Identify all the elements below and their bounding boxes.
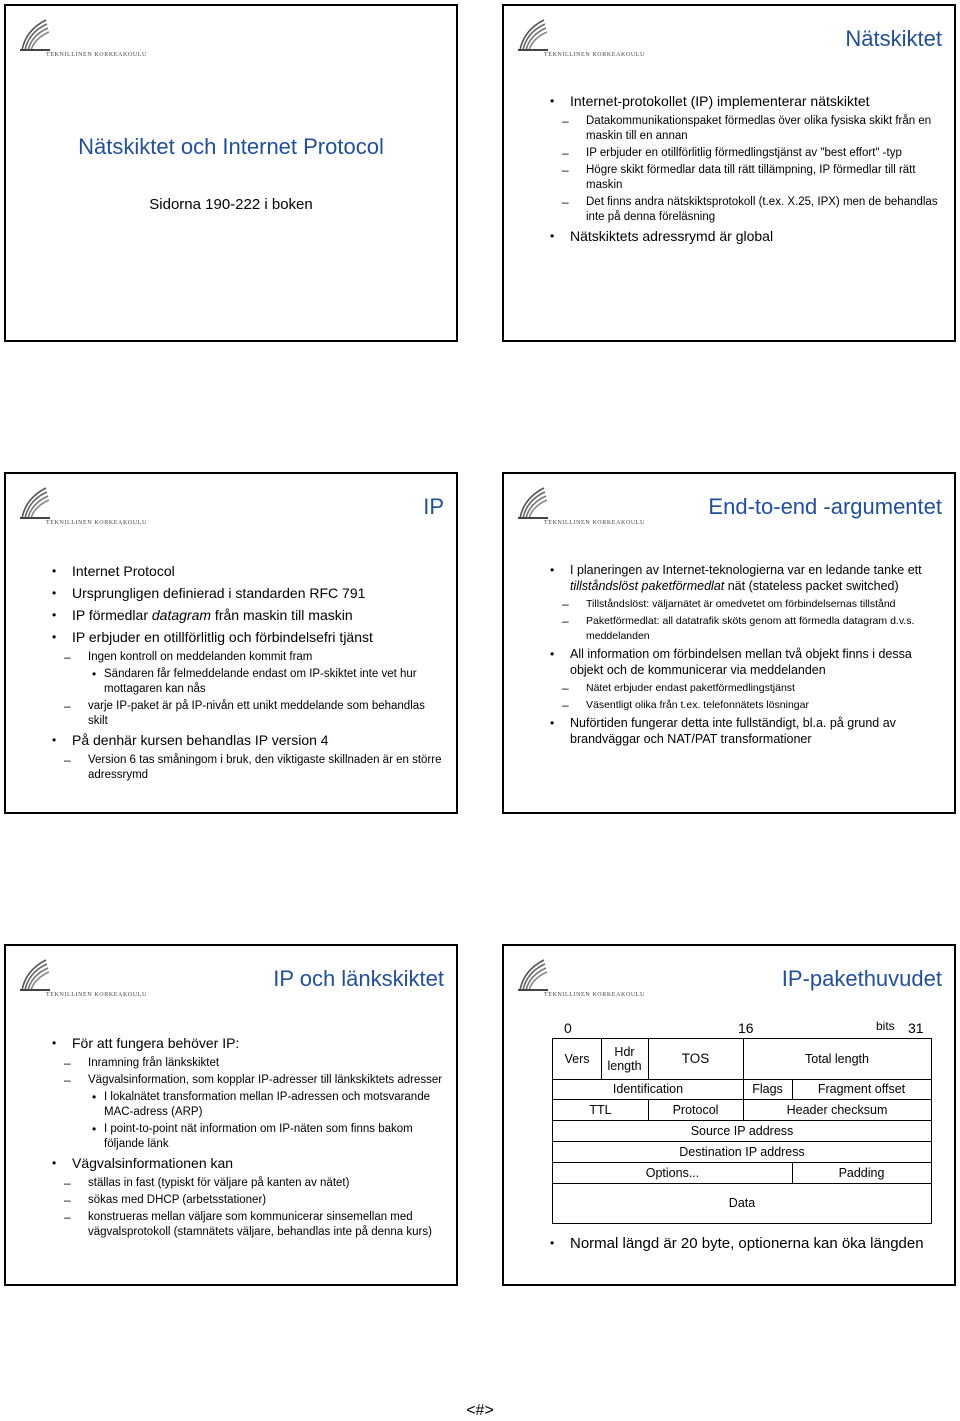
field-length-label: length [607, 1059, 642, 1073]
field-tos: TOS [681, 1051, 710, 1066]
sub-sub-bullet-item: • I lokalnätet transformation mellan IP-adressen och motsvarande MAC-adress (ARP) [92, 1090, 430, 1118]
sub-sub-bullet-item: • I point-to-point nät information om IP-näten som finns bakom följande länk [92, 1122, 413, 1150]
sub-bullet-item: – konstrueras mellan väljare som kommunicerar sinsemellan med vägvalsprotokoll (stamnätets väljare, behandlas inte på denna kurs) [64, 1210, 432, 1238]
logo-emblem-icon [514, 956, 554, 996]
sub-sub-bullet-item: • Sändaren får felmeddelande endast om IP-skiktet inte vet hur mottagaren kan nås [92, 667, 417, 695]
slide-body [48, 560, 444, 785]
field-options: Options... [645, 1165, 700, 1180]
logo-emblem-icon [16, 484, 56, 524]
university-logo [514, 956, 654, 1000]
slide-6 [502, 944, 956, 1286]
slide-3 [4, 472, 458, 814]
sub-bullet-item: – Ingen kontroll on meddelanden kommit fram [64, 650, 313, 664]
field-fragment-offset: Fragment offset [817, 1082, 906, 1096]
bullet-item: • Internet-protokollet (IP) implementerar nätskiktet [550, 93, 870, 109]
sub-bullet-item: – ställas in fast (typiskt för väljare på kanten av nätet) [64, 1176, 350, 1190]
logo-text: TEKNILLINEN KORKEAKOULU [544, 520, 645, 526]
field-hdr-label: Hdr [614, 1045, 635, 1059]
field-padding: Padding [838, 1165, 885, 1180]
logo-emblem-icon [16, 16, 56, 56]
slide-body [546, 1232, 942, 1256]
bit-ruler [552, 1018, 946, 1038]
field-flags: Flags [752, 1082, 783, 1096]
sub-bullet-item: – sökas med DHCP (arbetsstationer) [64, 1193, 267, 1207]
field-protocol: Protocol [672, 1102, 719, 1117]
bullet-item: • Nuförtiden fungerar detta inte fullständigt, bl.a. på grund av brandväggar och NAT/PAT transformationer [550, 716, 896, 746]
slide-title: IP [423, 494, 444, 519]
field-destination-address: Destination IP address [679, 1144, 805, 1159]
slide-title: IP och länkskiktet [273, 966, 444, 991]
field-header-checksum: Header checksum [786, 1102, 888, 1117]
field-ttl: TTL [589, 1102, 612, 1117]
sub-bullet-item: – Högre skikt förmedlar data till rätt tillämpning, IP förmedlar till rätt maskin [562, 163, 916, 191]
bit-16-label: 16 [738, 1020, 754, 1036]
bullet-item: • Ursprungligen definierad i standarden RFC 791 [52, 585, 366, 601]
sub-bullet-item: – Nätet erbjuder endast paketförmedlingstjänst [562, 681, 795, 695]
university-logo [514, 16, 654, 60]
bullet-item: • Internet Protocol [52, 563, 175, 579]
field-version: Vers [564, 1052, 590, 1066]
logo-emblem-icon [16, 956, 56, 996]
sub-bullet-item: – Tillståndslöst: väljarnätet är omedvetet om förbindelsernas tillstånd [562, 597, 896, 611]
slide-5 [4, 944, 458, 1286]
slide-body [546, 90, 942, 249]
bit-0-label: 0 [564, 1020, 572, 1036]
field-total-length: Total length [805, 1052, 869, 1066]
university-logo [514, 484, 654, 528]
bit-unit-label: bits [876, 1019, 895, 1033]
university-logo [16, 956, 156, 1000]
sub-bullet-item: – Paketförmedlat: all datatrafik sköts genom att förmedla datagram d.v.s. meddelanden [562, 614, 915, 642]
slide-title: Nätskiktet och Internet Protocol [78, 134, 384, 159]
sub-bullet-item: – Inramning från länkskiktet [64, 1056, 220, 1070]
bullet-item: • För att fungera behöver IP: [52, 1035, 240, 1051]
bullet-item: • På denhär kursen behandlas IP version 4 [52, 732, 329, 748]
slide-title: End-to-end -argumentet [708, 494, 942, 519]
sub-bullet-item: – Vägvalsinformation, som kopplar IP-adresser till länkskiktets adresser [64, 1073, 443, 1087]
bullet-item: • All information om förbindelsen mellan två objekt finns i dessa objekt och de kommunicerar via meddelanden [550, 647, 912, 677]
field-header-length [601, 1039, 648, 1079]
sub-bullet-item: – Väsentligt olika från t.ex. telefonnätets lösningar [562, 698, 809, 712]
logo-text: TEKNILLINEN KORKEAKOULU [46, 992, 147, 998]
bit-31-label: 31 [908, 1020, 924, 1036]
page-number: <#> [466, 1402, 494, 1419]
sub-bullet-item: – varje IP-paket är på IP-nivån ett unikt meddelande som behandlas skilt [64, 699, 425, 727]
slide-subtitle: Sidorna 190-222 i boken [149, 196, 313, 213]
logo-text: TEKNILLINEN KORKEAKOULU [544, 992, 645, 998]
university-logo [16, 16, 156, 60]
sub-bullet-item: – Version 6 tas småningom i bruk, den viktigaste skillnaden är en större adressrymd [64, 753, 442, 781]
bullet-item: • Nätskiktets adressrymd är global [550, 228, 774, 244]
bullet-item: • IP erbjuder en otillförlitlig och förbindelsefri tjänst [52, 629, 373, 645]
slide-title: Nätskiktet [845, 26, 942, 51]
field-source-address: Source IP address [690, 1123, 794, 1138]
field-identification: Identification [612, 1082, 684, 1096]
logo-emblem-icon [514, 16, 554, 56]
ip-header-diagram [552, 1038, 932, 1224]
sub-bullet-item: – Datakommunikationspaket förmedlas över olika fysiska skikt från en maskin till en annan [562, 114, 932, 142]
field-data: Data [728, 1196, 756, 1210]
slide-4 [502, 472, 956, 814]
slide-body [48, 1032, 444, 1242]
logo-text: TEKNILLINEN KORKEAKOULU [46, 52, 147, 58]
logo-text: TEKNILLINEN KORKEAKOULU [544, 52, 645, 58]
slide-body [546, 560, 942, 750]
bullet-item: • IP förmedlar datagram från maskin till maskin [52, 607, 353, 623]
logo-emblem-icon [514, 484, 554, 524]
bullet-item: • Vägvalsinformationen kan [52, 1155, 234, 1171]
bullet-item: • I planeringen av Internet-teknologierna var en ledande tanke ett tillståndslöst paketförmedlat nät (stateless packet switched) [550, 563, 922, 593]
university-logo [16, 484, 156, 528]
slide-title: IP-pakethuvudet [781, 966, 942, 991]
slide-1 [4, 4, 458, 342]
sub-bullet-item: – Det finns andra nätskiktsprotokoll (t.ex. X.25, IPX) men de behandlas inte på denna föreläsning [562, 195, 938, 223]
sub-bullet-item: – IP erbjuder en otillförlitlig förmedlingstjänst av "best effort" -typ [562, 146, 902, 160]
slide-2 [502, 4, 956, 342]
bullet-item: • Normal längd är 20 byte, optionerna kan öka längden [550, 1235, 924, 1252]
logo-text: TEKNILLINEN KORKEAKOULU [46, 520, 147, 526]
